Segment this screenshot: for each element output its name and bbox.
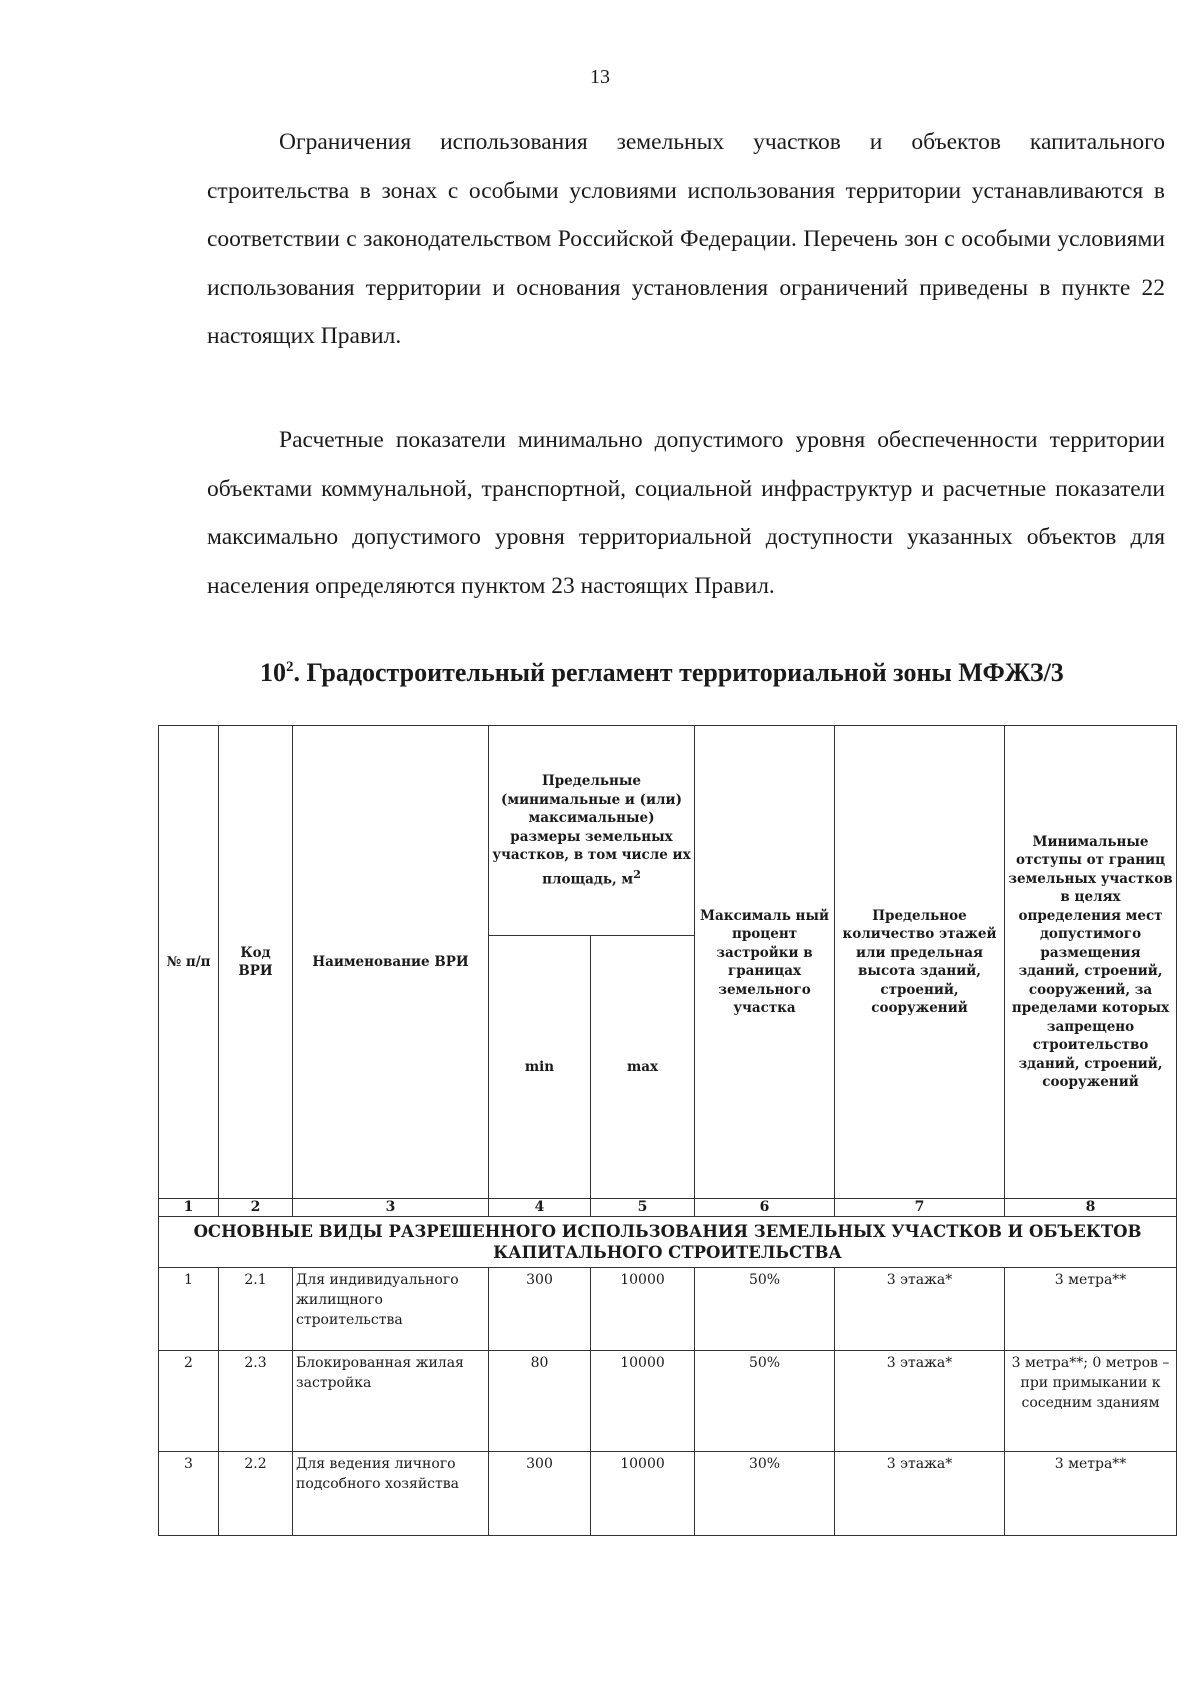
table-row [159,1351,1177,1452]
cell-setback: 3 метра** [1005,1452,1177,1536]
cell-num: 2 [159,1351,219,1452]
cell-percent: 50% [695,1268,835,1351]
cell-num: 1 [159,1268,219,1351]
column-number: 7 [835,1199,1005,1217]
cell-code: 2.2 [219,1452,293,1536]
header-name: Наименование ВРИ [293,726,489,1199]
column-number: 6 [695,1199,835,1217]
cell-num: 3 [159,1452,219,1536]
cell-max: 10000 [591,1351,695,1452]
section-number-superscript: 2 [286,659,294,675]
header-num: № п/п [159,726,219,1199]
cell-max: 10000 [591,1268,695,1351]
cell-code: 2.1 [219,1268,293,1351]
header-setbacks: Минимальные отступы от границ земельных участков в целях определения мест допустимого размещения зданий, строений, сооружений, за пределами которых запрещено строительство зданий, строений, сооружений [1005,726,1177,1199]
cell-code: 2.3 [219,1351,293,1452]
cell-setback: 3 метра**; 0 метров – при примыкании к соседним зданиям [1005,1351,1177,1452]
cell-min: 300 [489,1268,591,1351]
header-floors: Предельное количество этажей или предельная высота зданий, строений, сооружений [835,726,1005,1199]
cell-max: 10000 [591,1452,695,1536]
cell-name: Для ведения личного подсобного хозяйства [293,1452,489,1536]
cell-min: 300 [489,1452,591,1536]
column-number: 4 [489,1199,591,1217]
cell-min: 80 [489,1351,591,1452]
header-min: min [489,936,591,1199]
paragraph-restrictions-text: Ограничения использования земельных участков и объектов капитального строительства в зонах с особыми условиями использования территории устанавливаются в соответствии с законодательством Российской Федерации. Перечень зон с особыми условиями использования территории и основания установления ограничений приведены в пункте 22 настоящих Правил. [207,129,1165,349]
column-number: 5 [591,1199,695,1217]
section-title: . Градостроительный регламент территориальной зоны МФЖЗ/3 [293,658,1064,687]
cell-floors: 3 этажа* [835,1452,1005,1536]
cell-percent: 30% [695,1452,835,1536]
cell-name: Для индивидуального жилищного строительства [293,1268,489,1351]
header-size-group-text: Предельные (минимальные и (или) максимальные) размеры земельных участков, в том числе их площадь, м [492,773,691,888]
column-number: 8 [1005,1199,1177,1217]
section-number: 10 [260,658,286,687]
column-number: 3 [293,1199,489,1217]
header-size-unit-superscript: 2 [633,866,641,881]
section-heading [260,658,1160,688]
regulation-table [158,725,1177,1536]
header-size-group [489,726,695,936]
header-code: Код ВРИ [219,726,293,1199]
section-title-row [159,1217,1177,1268]
cell-percent: 50% [695,1351,835,1452]
cell-floors: 3 этажа* [835,1268,1005,1351]
header-build-percent: Максималь ный процент застройки в границах земельного участка [695,726,835,1199]
column-number: 2 [219,1199,293,1217]
cell-floors: 3 этажа* [835,1351,1005,1452]
column-number: 1 [159,1199,219,1217]
header-max: max [591,936,695,1199]
paragraph-restrictions [207,118,1165,361]
table-row [159,1452,1177,1536]
table-row [159,1268,1177,1351]
paragraph-indicators-text: Расчетные показатели минимально допустимого уровня обеспеченности территории объектами коммунальной, транспортной, социальной инфраструктур и расчетные показатели максимально допустимого уровня территориальной доступности указанных объектов для населения определяются пунктом 23 настоящих Правил. [207,427,1165,599]
cell-setback: 3 метра** [1005,1268,1177,1351]
page-number: 13 [590,66,610,88]
main-uses-section-title: ОСНОВНЫЕ ВИДЫ РАЗРЕШЕННОГО ИСПОЛЬЗОВАНИЯ ЗЕМЕЛЬНЫХ УЧАСТКОВ И ОБЪЕКТОВ КАПИТАЛЬНОГО СТРОИТЕЛЬСТВА [159,1217,1177,1268]
column-numbers-row [159,1199,1177,1217]
paragraph-indicators [207,416,1165,610]
cell-name: Блокированная жилая застройка [293,1351,489,1452]
